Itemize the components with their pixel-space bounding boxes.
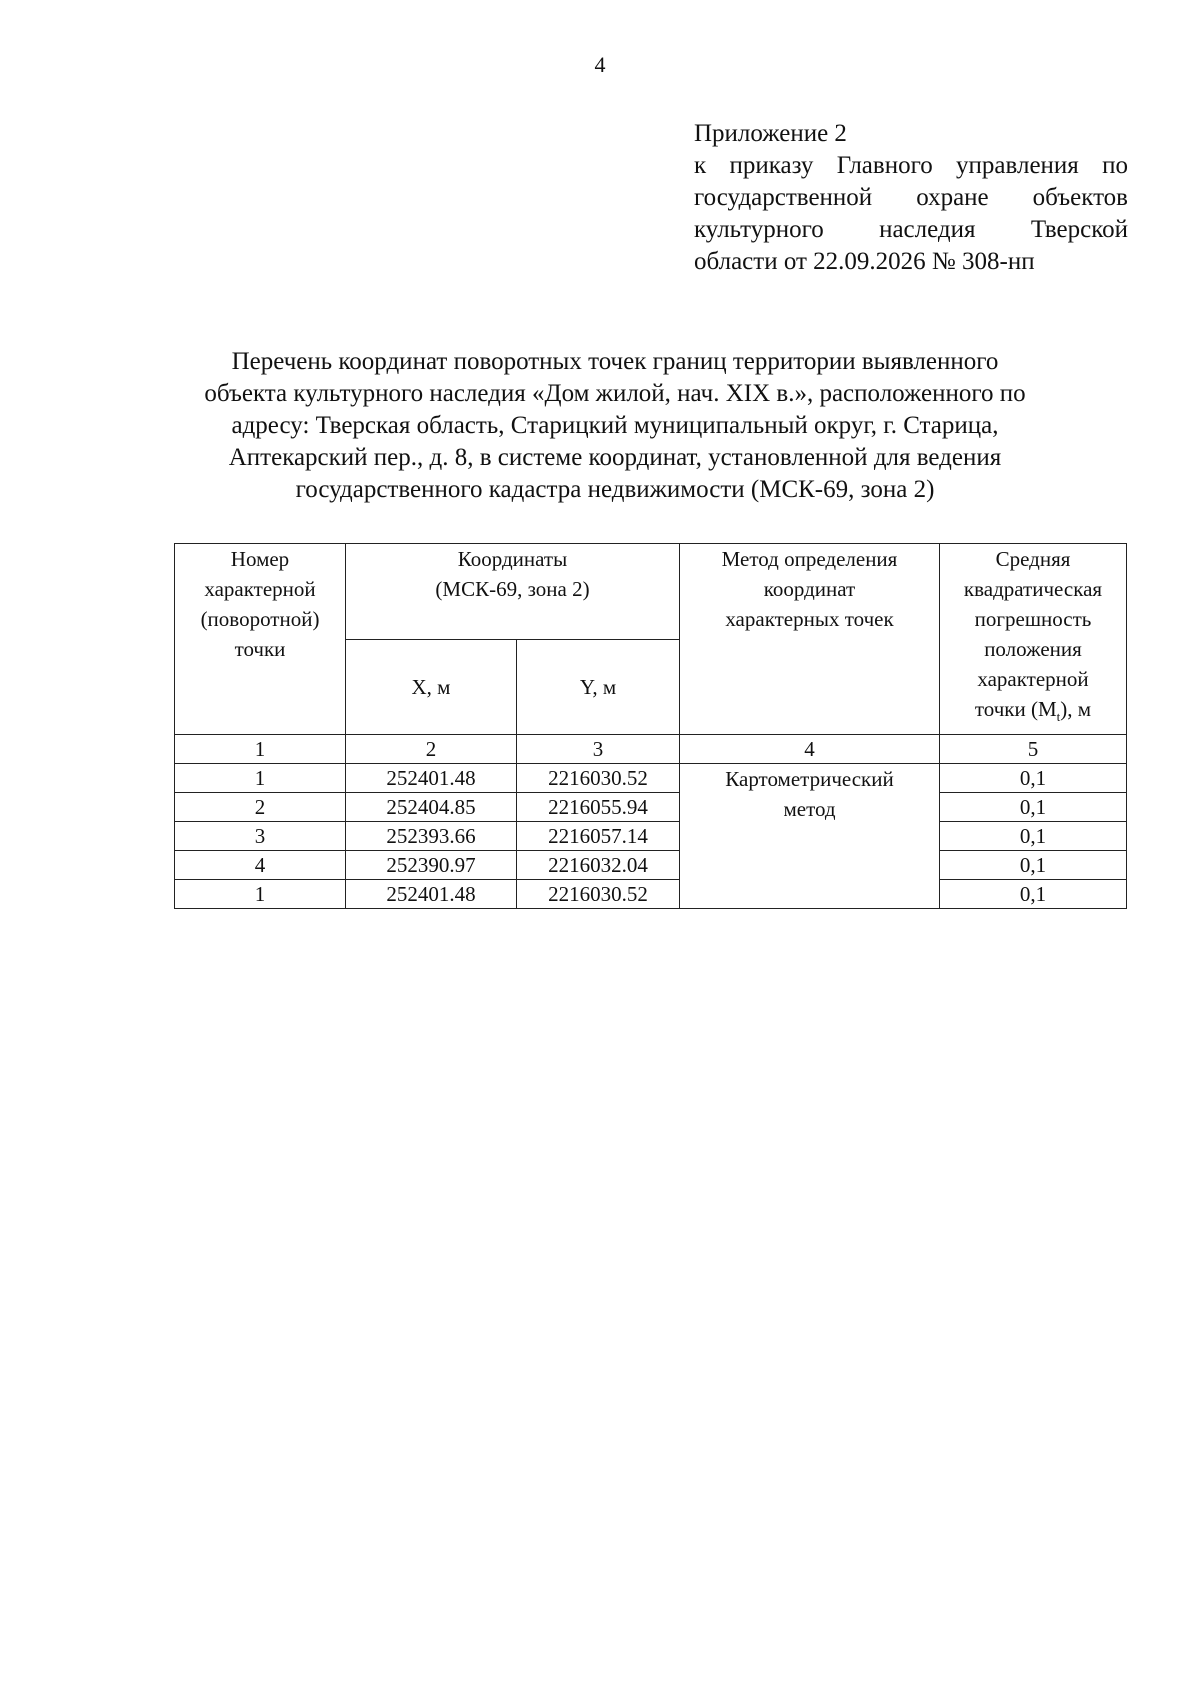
header-text: Средняя [995, 547, 1071, 571]
error-value: 0,1 [940, 793, 1127, 822]
appendix-header [694, 118, 1128, 278]
table-row [175, 764, 1127, 793]
method-text: Картометрический [725, 767, 894, 791]
header-text: погрешность [974, 607, 1092, 631]
title-line: объекта культурного наследия «Дом жилой, нач. XIX в.», расположенного по [204, 380, 1026, 407]
header-y: Y, м [517, 639, 680, 735]
column-number: 1 [175, 735, 346, 764]
page-number: 4 [594, 52, 606, 77]
title-line: адресу: Тверская область, Старицкий муниципальный округ, г. Старица, [231, 412, 999, 439]
point-number: 4 [175, 851, 346, 880]
y-value: 2216057.14 [517, 822, 680, 851]
column-number: 5 [940, 735, 1127, 764]
error-value: 0,1 [940, 880, 1127, 909]
table-header-row [175, 544, 1127, 640]
header-text: характерной [204, 577, 316, 601]
title-line: Аптекарский пер., д. 8, в системе координат, установленной для ведения [228, 444, 1002, 471]
point-number: 2 [175, 793, 346, 822]
x-value: 252401.48 [346, 764, 517, 793]
column-number: 3 [517, 735, 680, 764]
header-text: характерной [977, 667, 1089, 691]
appendix-line: культурного наследия Тверской [694, 216, 1128, 243]
header-text: (МСК-69, зона 2) [435, 577, 590, 601]
y-value: 2216055.94 [517, 793, 680, 822]
header-text: (поворотной) [200, 607, 320, 631]
header-text: координат [763, 577, 856, 601]
header-point-number [175, 544, 346, 735]
table-row [175, 793, 1127, 822]
y-value: 2216030.52 [517, 880, 680, 909]
header-text: точки $(M_t)$, м [974, 697, 1092, 725]
title-line: государственного кадастра недвижимости (МСК-69, зона 2) [295, 476, 935, 503]
document-title [150, 346, 1080, 506]
header-text: характерных точек [725, 607, 894, 631]
point-number: 1 [175, 764, 346, 793]
table-row [175, 880, 1127, 909]
header-text: квадратическая [963, 577, 1103, 601]
x-value: 252393.66 [346, 822, 517, 851]
header-text: точки [234, 637, 286, 661]
point-number: 3 [175, 822, 346, 851]
table-row [175, 851, 1127, 880]
column-number: 4 [680, 735, 940, 764]
appendix-line: Приложение 2 [694, 120, 847, 147]
error-value: 0,1 [940, 822, 1127, 851]
error-value: 0,1 [940, 851, 1127, 880]
header-method [680, 544, 940, 735]
header-text: Метод определения [721, 547, 898, 571]
coordinates-table [174, 543, 1127, 909]
column-number-row [175, 735, 1127, 764]
header-x: X, м [346, 639, 517, 735]
header-text: Номер [230, 547, 290, 571]
method-text: метод [783, 797, 836, 821]
header-text: положения [984, 637, 1082, 661]
error-value: 0,1 [940, 764, 1127, 793]
x-value: 252401.48 [346, 880, 517, 909]
point-number: 1 [175, 880, 346, 909]
title-line: Перечень координат поворотных точек границ территории выявленного [231, 348, 999, 375]
table-row [175, 822, 1127, 851]
header-error [940, 544, 1127, 735]
y-value: 2216032.04 [517, 851, 680, 880]
header-text: Координаты [457, 547, 568, 571]
method-cell [680, 764, 940, 909]
y-value: 2216030.52 [517, 764, 680, 793]
appendix-line: к приказу Главного управления по [694, 152, 1128, 179]
x-value: 252390.97 [346, 851, 517, 880]
appendix-line: государственной охране объектов [694, 184, 1128, 211]
x-value: 252404.85 [346, 793, 517, 822]
column-number: 2 [346, 735, 517, 764]
appendix-line: области от 22.09.2026 № 308-нп [694, 248, 1035, 275]
header-coordinates [346, 544, 680, 640]
